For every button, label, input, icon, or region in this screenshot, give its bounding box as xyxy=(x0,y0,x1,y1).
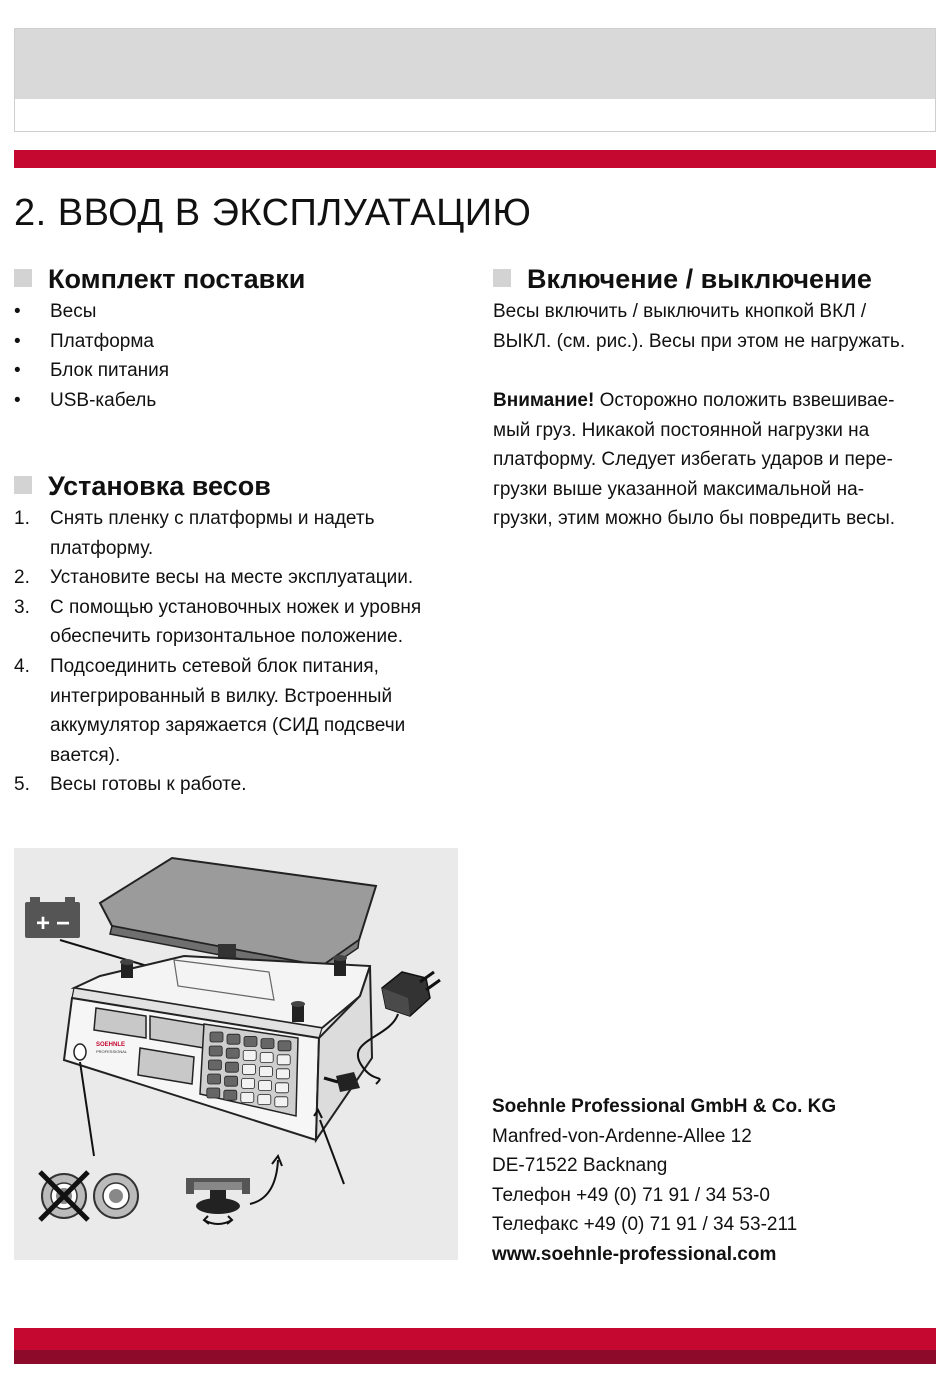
step-line: С помощью установочных ножек и уровня xyxy=(50,596,422,618)
para-line: Весы включить / выключить кнопкой ВКЛ / xyxy=(493,301,867,322)
keypad-key xyxy=(225,1062,238,1072)
keypad-key xyxy=(207,1088,220,1098)
keypad-key xyxy=(258,1095,271,1105)
para-line: Осторожно положить взвешивае- xyxy=(594,390,895,411)
bullet: • xyxy=(14,301,21,322)
keypad-key xyxy=(275,1097,288,1107)
power-heading-text: Включение / выключение xyxy=(527,264,872,294)
step-line: Весы готовы к работе. xyxy=(50,774,247,796)
list-item-text: Весы xyxy=(50,301,97,322)
keypad-key xyxy=(276,1083,289,1093)
step-item xyxy=(14,504,421,563)
header-gray-band xyxy=(15,29,935,99)
street-address: Manfred-von-Ardenne-Allee 12 xyxy=(492,1125,752,1147)
installation-heading xyxy=(14,471,271,502)
company-name: Soehnle Professional GmbH & Co. KG xyxy=(492,1096,837,1117)
list-item xyxy=(14,327,169,357)
phone-number: Телефон +49 (0) 71 91 / 34 53-0 xyxy=(492,1184,770,1206)
para-line: грузки выше указанной максимальной на- xyxy=(493,478,865,500)
keypad-key xyxy=(244,1036,257,1046)
step-line: вается). xyxy=(50,744,121,766)
level-correct-icon xyxy=(94,1174,138,1218)
brand-sub-text: PROFESSIONAL xyxy=(96,1049,128,1054)
power-button-icon xyxy=(74,1044,86,1060)
step-line: платформу. xyxy=(50,537,154,559)
step-item xyxy=(14,563,421,593)
delivery-heading-text: Комплект поставки xyxy=(48,264,306,294)
para-line: ВЫКЛ. (см. рис.). Весы при этом не нагружать. xyxy=(493,330,906,352)
keypad-key xyxy=(225,1076,238,1086)
section-square-icon xyxy=(14,476,32,494)
warning-label: Внимание! xyxy=(493,390,595,411)
keypad-key xyxy=(242,1078,255,1088)
keypad-key xyxy=(261,1039,274,1049)
keypad-key xyxy=(241,1092,254,1102)
keypad-key xyxy=(259,1081,272,1091)
para-line: мый груз. Никакой постоянной нагрузки на xyxy=(493,419,870,441)
keypad-key xyxy=(210,1032,223,1042)
step-number: 5. xyxy=(14,774,30,796)
header-box xyxy=(14,28,936,132)
contact-block xyxy=(492,1092,836,1270)
scale-illustration xyxy=(14,848,458,1260)
keypad-key xyxy=(224,1090,237,1100)
step-number: 4. xyxy=(14,655,30,677)
list-item xyxy=(14,356,169,386)
step-line: Снять пленку с платформы и надеть xyxy=(50,508,375,529)
installation-steps xyxy=(14,504,421,800)
connector-pointer-line xyxy=(320,1120,344,1184)
step-number: 1. xyxy=(14,508,30,529)
keypad-key xyxy=(209,1046,222,1056)
website-link[interactable]: www.soehnle-professional.com xyxy=(492,1243,777,1265)
adjustable-foot-icon xyxy=(186,1178,250,1224)
step-line: интегрированный в вилку. Встроенный xyxy=(50,685,393,707)
page-title: 2. ВВОД В ЭКСПЛУАТАЦИЮ xyxy=(14,192,532,234)
foot-pointer-line xyxy=(250,1160,278,1204)
keypad-key xyxy=(278,1041,291,1051)
brand-logo-text: SOEHNLE xyxy=(96,1042,126,1048)
battery-plus-sign: + xyxy=(36,910,51,937)
bullet: • xyxy=(14,360,21,382)
para-line: платформу. Следует избегать ударов и пере- xyxy=(493,449,893,471)
keypad-key xyxy=(260,1053,273,1063)
battery-pointer-line xyxy=(60,940,154,968)
keypad-key xyxy=(227,1034,240,1044)
keypad-key xyxy=(208,1074,221,1084)
battery-minus-sign: − xyxy=(56,910,71,937)
power-pointer-line xyxy=(80,1062,94,1156)
step-line: Установите весы на месте эксплуатации. xyxy=(50,567,414,589)
step-item xyxy=(14,593,421,652)
keypad-key xyxy=(259,1067,272,1077)
level-wrong-icon xyxy=(40,1172,88,1220)
step-line: Подсоединить сетевой блок питания, xyxy=(50,655,379,677)
step-number: 3. xyxy=(14,596,30,618)
bottom-red-stripe xyxy=(14,1328,936,1364)
top-red-stripe xyxy=(14,150,936,168)
list-item-text: USB-кабель xyxy=(50,389,157,411)
keypad-key xyxy=(243,1050,256,1060)
keypad-key xyxy=(242,1064,255,1074)
delivery-heading xyxy=(14,264,305,295)
list-item xyxy=(14,386,169,416)
list-item-text: Платформа xyxy=(50,330,154,352)
warning-paragraph xyxy=(493,386,895,534)
power-heading xyxy=(493,264,872,295)
fax-number: Телефакс +49 (0) 71 91 / 34 53-211 xyxy=(492,1214,798,1236)
installation-heading-text: Установка весов xyxy=(48,471,271,501)
step-item xyxy=(14,652,421,770)
keypad-key xyxy=(277,1055,290,1065)
step-number: 2. xyxy=(14,567,30,589)
step-line: обеспечить горизонтальное положение. xyxy=(50,626,404,648)
para-line: грузки, этим можно было бы повредить весы. xyxy=(493,508,896,530)
battery-icon xyxy=(25,897,80,938)
keypad-key xyxy=(276,1069,289,1079)
section-square-icon xyxy=(14,269,32,287)
bullet: • xyxy=(14,389,21,411)
scale-drawing xyxy=(14,848,458,1260)
keypad-key xyxy=(226,1048,239,1058)
step-item xyxy=(14,770,421,800)
bullet: • xyxy=(14,330,21,352)
keypad-key xyxy=(208,1060,221,1070)
city-address: DE-71522 Backnang xyxy=(492,1155,668,1177)
bottom-dark-stripe xyxy=(14,1350,936,1364)
step-line: аккумулятор заряжается (СИД подсвечи xyxy=(50,715,406,737)
list-item xyxy=(14,297,169,327)
list-item-text: Блок питания xyxy=(50,360,170,382)
power-paragraph xyxy=(493,297,905,356)
delivery-list xyxy=(14,297,169,415)
section-square-icon xyxy=(493,269,511,287)
